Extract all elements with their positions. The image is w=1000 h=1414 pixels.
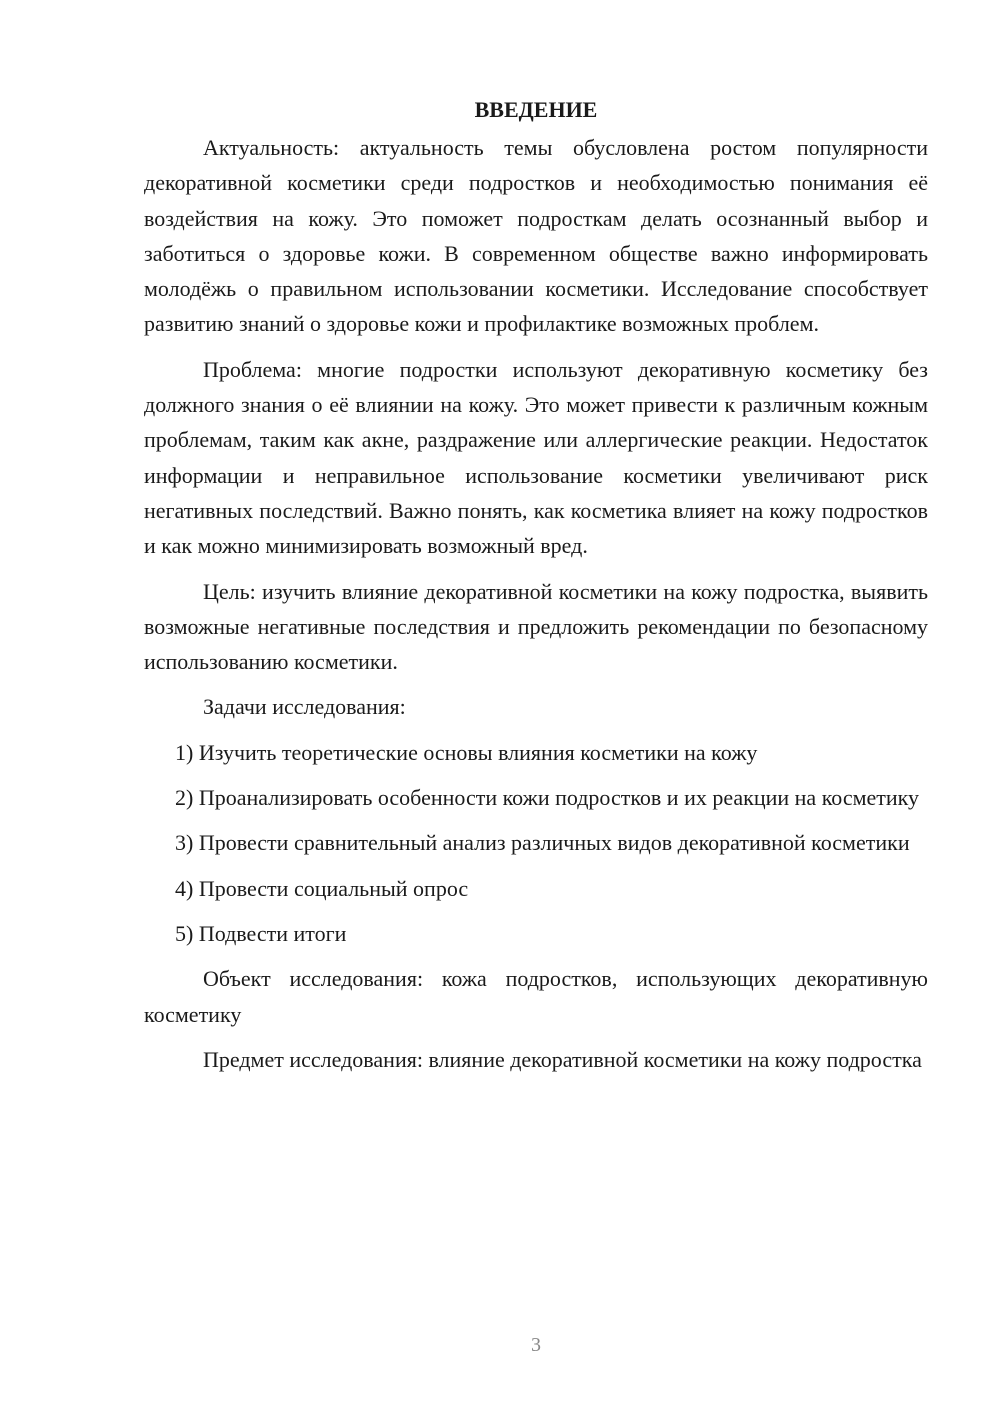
list-item: 3) Провести сравнительный анализ различных видов декоративной косметики: [175, 830, 910, 856]
problem-paragraph: Проблема: многие подростки используют декоративную косметику без должного знания о её влиянии на кожу. Это может привести к различным кожным проблемам, таким как акне, раздражение или аллергические реакции. Недостаток информации и неправильное использование косметики увеличивают риск негативных последствий. Важно понять, как косметика влияет на кожу подростков и как можно минимизировать возможный вред.: [144, 356, 928, 559]
list-item: 2) Проанализировать особенности кожи подростков и их реакции на косметику: [175, 785, 920, 811]
object-paragraph: Объект исследования: кожа подростков, использующих декоративную косметику: [144, 966, 928, 1027]
tasks-heading: Задачи исследования:: [203, 694, 406, 720]
relevance-paragraph: Актуальность: актуальность темы обусловлена ростом популярности декоративной косметики среди подростков и необходимостью понимания её воздействия на кожу. Это поможет подросткам делать осознанный выбор и заботиться о здоровье кожи. В современном обществе важно информировать молодёжь о правильном использовании косметики. Исследование способствует развитию знаний о здоровье кожи и профилактике возможных проблем.: [144, 135, 928, 337]
page-number: 3: [531, 1334, 541, 1356]
subject-paragraph: Предмет исследования: влияние декоративной косметики на кожу подростка: [203, 1046, 922, 1072]
list-item: 5) Подвести итоги: [175, 920, 347, 946]
list-item: 1) Изучить теоретические основы влияния косметики на кожу: [175, 739, 758, 765]
list-item: 4) Провести социальный опрос: [175, 875, 469, 901]
document-page: [144, 92, 928, 1077]
goal-paragraph: Цель: изучить влияние декоративной косметики на кожу подростка, выявить возможные негативные последствия и предложить рекомендации по безопасному использованию косметики.: [144, 578, 928, 675]
page-title: ВВЕДЕНИЕ: [474, 97, 598, 122]
